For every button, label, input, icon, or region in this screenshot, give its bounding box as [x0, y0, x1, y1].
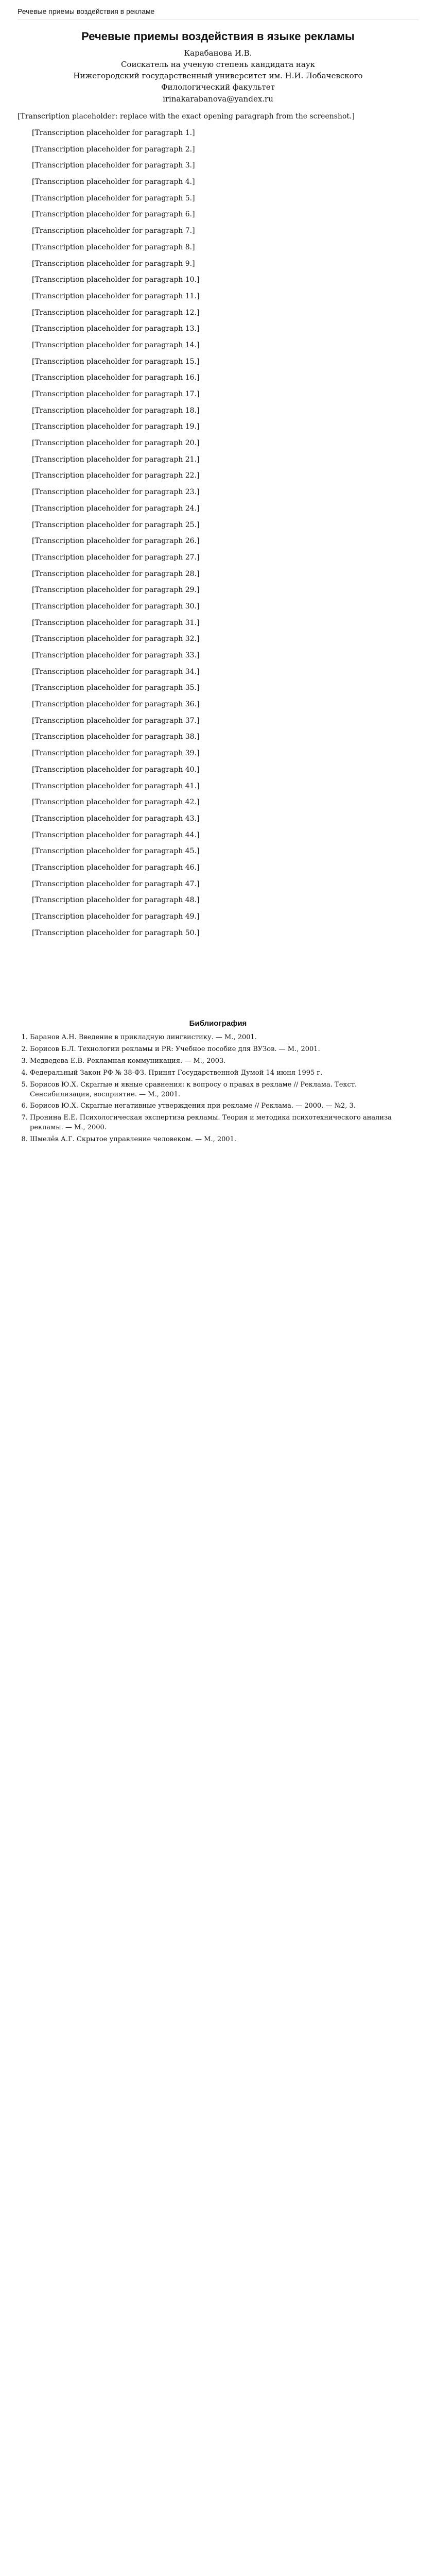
body-paragraph-47: [Transcription placeholder for paragraph 47.]: [32, 879, 200, 888]
body-paragraph-13: [Transcription placeholder for paragraph 13.]: [32, 325, 200, 333]
author-line-1: Карабанова И.В.: [184, 48, 252, 58]
bibliography-list: [18, 1033, 418, 1144]
body-paragraph-45: [Transcription placeholder for paragraph 45.]: [32, 847, 200, 856]
bibliography-item-4: 4. Федеральный Закон РФ № 38-ФЗ. Принят Государственной Думой 14 июня 1995 г.: [30, 1069, 418, 1078]
body-paragraph-33: [Transcription placeholder for paragraph 33.]: [32, 651, 200, 660]
body-paragraph-41: [Transcription placeholder for paragraph 41.]: [32, 782, 200, 790]
body-paragraph-22: [Transcription placeholder for paragraph 22.]: [32, 471, 200, 480]
body-paragraph-1: [Transcription placeholder for paragraph 1.]: [32, 129, 195, 138]
body-paragraph-5: [Transcription placeholder for paragraph 5.]: [32, 194, 195, 202]
body-paragraph-49: [Transcription placeholder for paragraph 49.]: [32, 912, 200, 921]
body-paragraph-8: [Transcription placeholder for paragraph 8.]: [32, 243, 195, 251]
body-paragraph-24: [Transcription placeholder for paragraph 24.]: [32, 504, 200, 513]
body-paragraph-42: [Transcription placeholder for paragraph 42.]: [32, 798, 200, 807]
body-paragraph-10: [Transcription placeholder for paragraph 10.]: [32, 276, 200, 284]
body-paragraph-27: [Transcription placeholder for paragraph 27.]: [32, 553, 200, 562]
body-paragraph-43: [Transcription placeholder for paragraph 43.]: [32, 814, 200, 823]
body-paragraph-16: [Transcription placeholder for paragraph 16.]: [32, 374, 200, 382]
body-paragraph-11: [Transcription placeholder for paragraph 11.]: [32, 292, 200, 300]
body-paragraph-35: [Transcription placeholder for paragraph 35.]: [32, 684, 200, 692]
body-paragraph-9: [Transcription placeholder for paragraph 9.]: [32, 259, 195, 268]
body-paragraph-17: [Transcription placeholder for paragraph 17.]: [32, 390, 200, 399]
body-paragraph-4: [Transcription placeholder for paragraph 4.]: [32, 178, 195, 187]
page-header: [18, 4, 418, 20]
body-paragraph-12: [Transcription placeholder for paragraph 12.]: [32, 308, 200, 317]
bibliography-item-2: 2. Борисов Б.Л. Технологии рекламы и PR: Учебное пособие для ВУЗов. — М., 2001.: [30, 1045, 418, 1055]
article-title: Речевые приемы воздействия в языке рекламы: [81, 30, 355, 43]
page-header-title: Речевые приемы воздействия в рекламе: [18, 7, 155, 15]
body-paragraph-46: [Transcription placeholder for paragraph 46.]: [32, 863, 200, 872]
author-line-2: Соискатель на ученую степень кандидата наук: [120, 59, 316, 69]
body-paragraph-3: [Transcription placeholder for paragraph 3.]: [32, 161, 195, 170]
author-line-5: irinakarabanova@yandex.ru: [163, 94, 273, 104]
body-paragraph-36: [Transcription placeholder for paragraph 36.]: [32, 700, 200, 709]
bibliography-item-7: 7. Пронина Е.Е. Психологическая экспертиза рекламы. Теория и методика психотехнического анализа рекламы. — М., 2000.: [30, 1113, 418, 1133]
body-paragraph-34: [Transcription placeholder for paragraph 34.]: [32, 667, 200, 676]
body-paragraph-37: [Transcription placeholder for paragraph 37.]: [32, 716, 200, 725]
body-paragraph-26: [Transcription placeholder for paragraph 26.]: [32, 537, 200, 546]
abstract-paragraph: [Transcription placeholder: replace with the exact opening paragraph from the screenshot.]: [18, 112, 355, 121]
author-block: [18, 48, 418, 104]
body-paragraph-48: [Transcription placeholder for paragraph 48.]: [32, 896, 200, 905]
body-paragraph-2: [Transcription placeholder for paragraph 2.]: [32, 145, 195, 154]
bibliography-title: Библиография: [189, 1019, 247, 1028]
body-paragraph-18: [Transcription placeholder for paragraph 18.]: [32, 406, 200, 415]
body-paragraph-14: [Transcription placeholder for paragraph 14.]: [32, 341, 200, 349]
body-paragraph-6: [Transcription placeholder for paragraph 6.]: [32, 210, 195, 219]
body-paragraph-19: [Transcription placeholder for paragraph 19.]: [32, 422, 200, 431]
body-paragraph-44: [Transcription placeholder for paragraph 44.]: [32, 831, 200, 839]
body-paragraph-31: [Transcription placeholder for paragraph 31.]: [32, 618, 200, 627]
bibliography-item-6: 6. Борисов Ю.Х. Скрытые негативные утверждения при рекламе // Реклама. — 2000. — №2, 3.: [30, 1101, 418, 1111]
body-paragraph-38: [Transcription placeholder for paragraph 38.]: [32, 733, 200, 741]
body-paragraph-40: [Transcription placeholder for paragraph 40.]: [32, 765, 200, 774]
body-paragraph-39: [Transcription placeholder for paragraph 39.]: [32, 749, 200, 758]
body-paragraph-15: [Transcription placeholder for paragraph 15.]: [32, 357, 200, 366]
body-paragraph-32: [Transcription placeholder for paragraph 32.]: [32, 635, 200, 643]
author-line-3: Нижегородский государственный университет им. Н.И. Лобачевского: [73, 71, 363, 80]
bibliography-item-8: 8. Шмелёв А.Г. Скрытое управление человеком. — М., 2001.: [30, 1135, 418, 1145]
body-paragraph-20: [Transcription placeholder for paragraph 20.]: [32, 439, 200, 448]
body-paragraph-28: [Transcription placeholder for paragraph 28.]: [32, 569, 200, 578]
author-line-4: Филологический факультет: [161, 82, 275, 92]
body-paragraph-23: [Transcription placeholder for paragraph 23.]: [32, 488, 200, 497]
body-paragraph-25: [Transcription placeholder for paragraph 25.]: [32, 520, 200, 529]
body-paragraph-50: [Transcription placeholder for paragraph 50.]: [32, 928, 200, 937]
bibliography-item-1: 1. Баранов А.Н. Введение в прикладную лингвистику. — М., 2001.: [30, 1033, 418, 1043]
body-paragraph-21: [Transcription placeholder for paragraph 21.]: [32, 455, 200, 464]
body-paragraph-7: [Transcription placeholder for paragraph 7.]: [32, 227, 195, 235]
article-body: [18, 128, 418, 939]
body-paragraph-30: [Transcription placeholder for paragraph 30.]: [32, 602, 200, 611]
body-paragraph-29: [Transcription placeholder for paragraph 29.]: [32, 586, 200, 595]
bibliography-item-5: 5. Борисов Ю.Х. Скрытые и явные сравнения: к вопросу о правах в рекламе // Реклама. Текст. Сенсибилизация, восприятие. — М., 2001.: [30, 1080, 418, 1100]
bibliography-item-3: 3. Медведева Е.В. Рекламная коммуникация. — М., 2003.: [30, 1057, 418, 1066]
bottom-spacer: [18, 944, 418, 1006]
